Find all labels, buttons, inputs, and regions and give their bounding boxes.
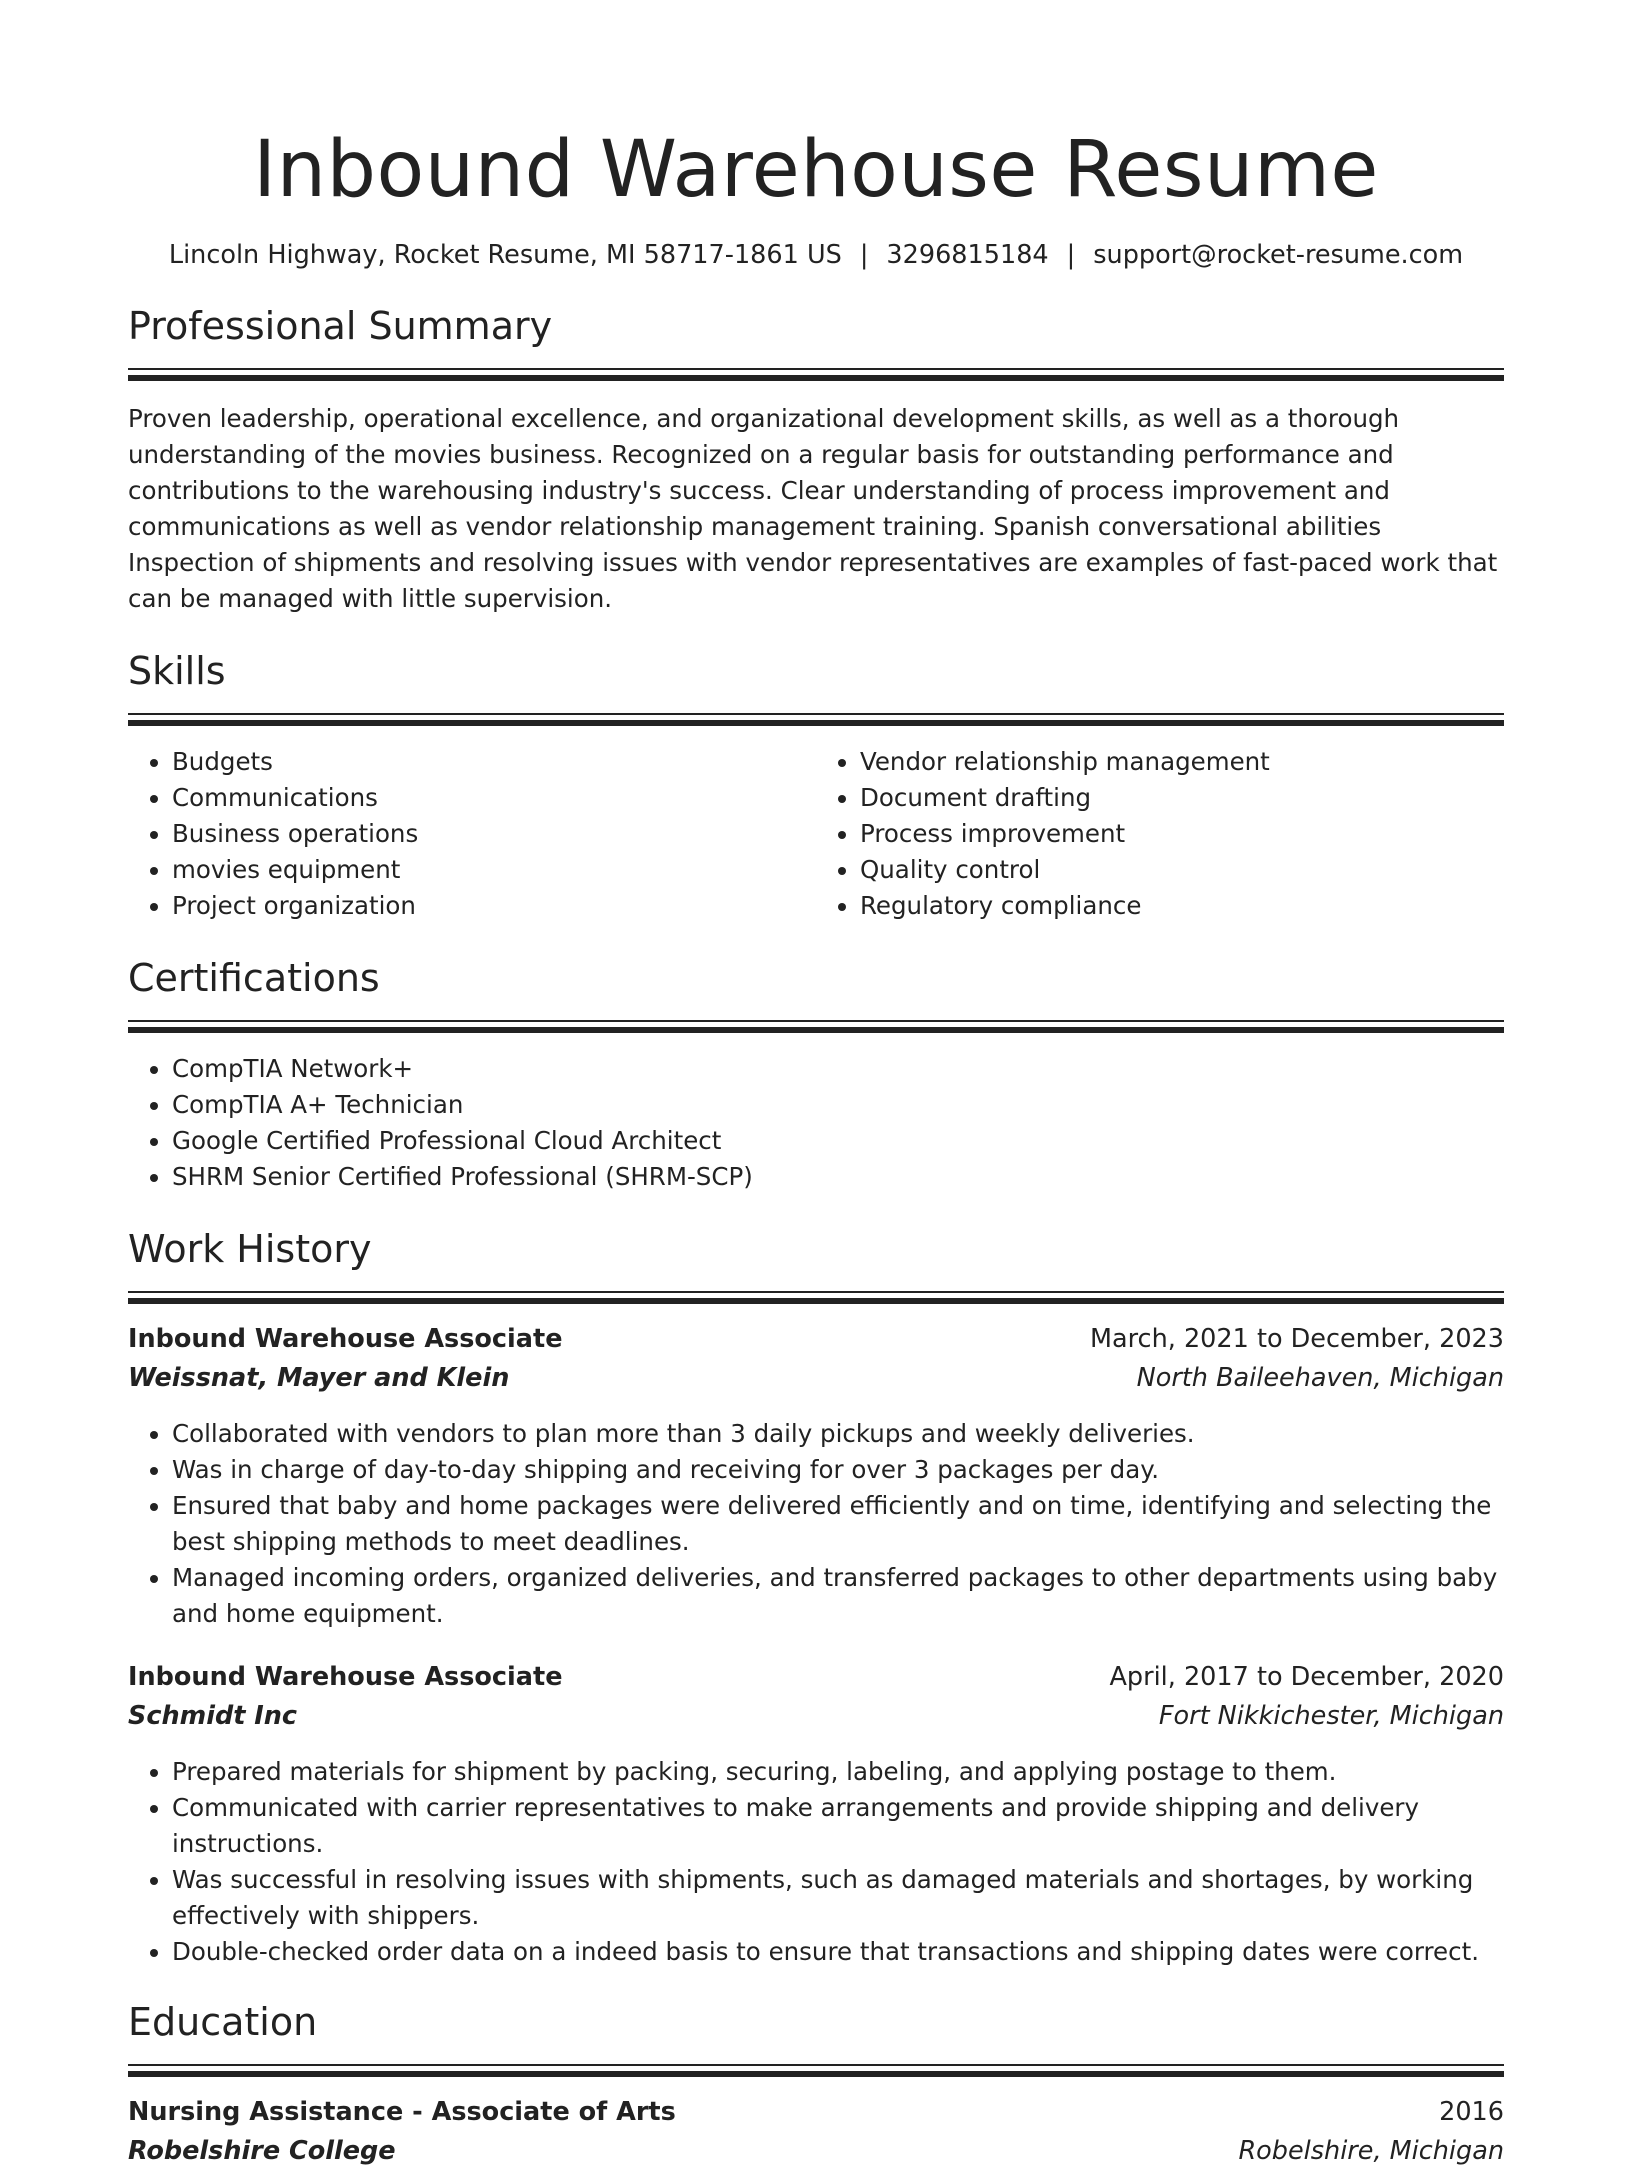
skills-list-right — [816, 744, 1504, 924]
job-entry — [128, 1658, 1504, 1970]
job-bullet: • Was in charge of day-to-day shipping and receiving for over 3 packages per day. — [172, 1452, 1504, 1488]
section-heading-certifications: Certifications — [128, 956, 380, 1000]
job-bullet: • Managed incoming orders, organized deliveries, and transferred packages to other departments using baby and home equipment. — [172, 1560, 1504, 1632]
job-bullet: • Collaborated with vendors to plan more than 3 daily pickups and weekly deliveries. — [172, 1416, 1504, 1452]
section-divider — [128, 368, 1504, 370]
certifications-list — [128, 1051, 1504, 1195]
contact-email: support@rocket-resume.com — [1093, 240, 1464, 270]
section-divider-thick — [128, 2071, 1504, 2077]
skills-column-left — [128, 726, 816, 924]
job-bullet: • Was successful in resolving issues with shipments, such as damaged materials and shortages, by working effectively with shippers. — [172, 1862, 1504, 1934]
skills-column-right — [816, 726, 1504, 924]
skill-item: • Communications — [172, 780, 816, 816]
job-location: North Baileehaven, Michigan — [1136, 1363, 1504, 1393]
section-divider — [128, 713, 1504, 715]
section-divider-thick — [128, 1298, 1504, 1304]
contact-phone: 3296815184 — [886, 240, 1049, 270]
certification-item: • SHRM Senior Certified Professional (SHRM-SCP) — [172, 1159, 1504, 1195]
skill-item: • Budgets — [172, 744, 816, 780]
skill-item: • Business operations — [172, 816, 816, 852]
section-heading-education: Education — [128, 2000, 318, 2044]
certification-item: • Google Certified Professional Cloud Architect — [172, 1123, 1504, 1159]
education-section — [128, 1998, 1504, 2171]
work-history-section — [128, 1225, 1504, 1970]
certification-item: • CompTIA Network+ — [172, 1051, 1504, 1087]
job-bullet: • Double-checked order data on a indeed basis to ensure that transactions and shipping dates were correct. — [172, 1934, 1504, 1970]
contact-separator: | — [1066, 240, 1076, 270]
education-year: 2016 — [1439, 2097, 1504, 2127]
skill-item: • Quality control — [860, 852, 1504, 888]
education-school: Robelshire College — [128, 2136, 396, 2166]
job-bullets — [128, 1754, 1504, 1970]
contact-address: Lincoln Highway, Rocket Resume, MI 58717-1861 US — [168, 240, 842, 270]
job-bullets — [128, 1416, 1504, 1632]
contact-separator: | — [859, 240, 869, 270]
skill-item: • Regulatory compliance — [860, 888, 1504, 924]
section-divider-thick — [128, 1027, 1504, 1033]
job-company-row — [128, 1696, 1504, 1736]
section-heading-work-history: Work History — [128, 1227, 372, 1271]
job-bullet: • Ensured that baby and home packages were delivered efficiently and on time, identifying and selecting the best shipping methods to meet deadlines. — [172, 1488, 1504, 1560]
education-header-row — [128, 2093, 1504, 2131]
summary-text: Proven leadership, operational excellence, and organizational development skills, as well as a thorough understanding of the movies business. Recognized on a regular basis for outstanding performance and contributions to the warehousing industry's success. Clear understanding of process improvement and communications as well as vendor relationship management training. Spanish conversational abilities Inspection of shipments and resolving issues with vendor representatives are examples of fast-paced work that can be managed with little supervision. — [128, 404, 1498, 613]
job-dates: March, 2021 to December, 2023 — [1090, 1324, 1504, 1354]
job-header-row — [128, 1658, 1504, 1696]
education-degree: Nursing Assistance - Associate of Arts — [128, 2097, 676, 2127]
education-location: Robelshire, Michigan — [1238, 2136, 1504, 2166]
skills-list-left — [128, 744, 816, 924]
job-title: Inbound Warehouse Associate — [128, 1662, 563, 1692]
job-dates: April, 2017 to December, 2020 — [1109, 1662, 1504, 1692]
job-company-row — [128, 1358, 1504, 1398]
skills-section — [128, 647, 1504, 924]
education-school-row — [128, 2131, 1504, 2171]
job-company: Schmidt Inc — [128, 1701, 298, 1731]
skill-item: • movies equipment — [172, 852, 816, 888]
section-divider-thick — [128, 375, 1504, 381]
section-heading-summary: Professional Summary — [128, 304, 553, 348]
skill-item: • Process improvement — [860, 816, 1504, 852]
section-heading-skills: Skills — [128, 649, 226, 693]
education-entry — [128, 2093, 1504, 2171]
certification-item: • CompTIA A+ Technician — [172, 1087, 1504, 1123]
job-location: Fort Nikkichester, Michigan — [1158, 1701, 1504, 1731]
job-entry — [128, 1320, 1504, 1632]
contact-line — [128, 238, 1504, 272]
section-divider — [128, 1291, 1504, 1293]
certifications-section — [128, 954, 1504, 1195]
skill-item: • Project organization — [172, 888, 816, 924]
section-divider — [128, 1020, 1504, 1022]
skill-item: • Vendor relationship management — [860, 744, 1504, 780]
job-bullet: • Prepared materials for shipment by packing, securing, labeling, and applying postage to them. — [172, 1754, 1504, 1790]
skills-columns — [128, 726, 1504, 924]
job-title: Inbound Warehouse Associate — [128, 1324, 563, 1354]
skill-item: • Document drafting — [860, 780, 1504, 816]
job-header-row — [128, 1320, 1504, 1358]
job-company: Weissnat, Mayer and Klein — [128, 1363, 510, 1393]
job-bullet: • Communicated with carrier representatives to make arrangements and provide shipping and delivery instructions. — [172, 1790, 1504, 1862]
resume-title: Inbound Warehouse Resume — [253, 125, 1379, 215]
section-divider — [128, 2064, 1504, 2066]
summary-section — [128, 302, 1504, 617]
